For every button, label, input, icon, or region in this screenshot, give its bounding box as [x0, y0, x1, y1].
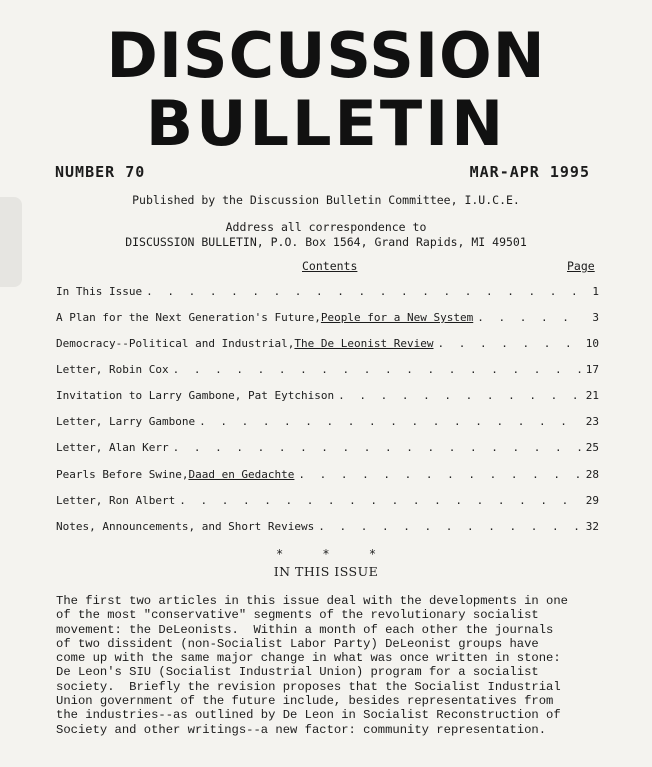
- contents-title: Contents: [302, 259, 358, 273]
- toc-leader: [338, 389, 581, 402]
- toc-title: Pearls Before Swine,: [56, 468, 189, 481]
- toc-title: In This Issue: [56, 285, 143, 298]
- page-column-header: Page: [567, 259, 595, 273]
- toc-leader: [298, 468, 581, 481]
- toc-item[interactable]: [56, 494, 599, 507]
- toc-item[interactable]: [56, 441, 599, 454]
- toc-page: 28: [585, 468, 599, 481]
- toc-leader: [438, 337, 582, 350]
- toc-item[interactable]: [56, 389, 599, 402]
- toc-item[interactable]: [56, 285, 599, 298]
- toc-title: Letter, Ron Albert: [56, 494, 176, 507]
- issue-date: MAR-APR 1995: [469, 163, 590, 181]
- masthead-bulletin: BULLETIN: [145, 87, 507, 160]
- toc-title: Democracy--Political and Industrial,: [56, 337, 295, 350]
- address-line-2: DISCUSSION BULLETIN, P.O. Box 1564, Grand Rapids, MI 49501: [125, 235, 527, 249]
- toc-leader: [173, 363, 581, 376]
- toc-leader: [146, 285, 581, 298]
- toc-page: 10: [585, 337, 599, 350]
- section-separator: * * *: [275, 547, 377, 561]
- toc-title: A Plan for the Next Generation's Future,: [56, 311, 321, 324]
- section-body: The first two articles in this issue deal with the developments in one of the most "conservative" segments of the revolutionary socialist movement: the DeLeonists. Within a month of each other the journals of two dissident (non-Socialist Labor Party) DeLeonist groups have come up with the same major change in what was once written in stone: De Leon's SIU (Socialist Industrial Union) program for a socialist society. Briefly the revision proposes that the Socialist Industrial Union government of the future include, besides representatives from the industries--as outlined by De Leon in Socialist Reconstruction of Society and other writings--a new factor: community representation.: [56, 594, 568, 737]
- toc-source: Daad en Gedachte: [188, 468, 295, 481]
- toc-page: 3: [592, 311, 599, 324]
- toc-item[interactable]: [56, 468, 599, 481]
- toc-page: 25: [585, 441, 599, 454]
- toc-title: Letter, Alan Kerr: [56, 441, 169, 454]
- toc-title: Notes, Announcements, and Short Reviews: [56, 520, 315, 533]
- toc-page: 23: [585, 415, 599, 428]
- toc-page: 21: [585, 389, 599, 402]
- toc-leader: [318, 520, 581, 533]
- toc-leader: [199, 415, 581, 428]
- toc-item[interactable]: [56, 520, 599, 533]
- toc-source: The De Leonist Review: [294, 337, 434, 350]
- toc-source: People for a New System: [320, 311, 474, 324]
- toc-title: Letter, Larry Gambone: [56, 415, 196, 428]
- toc-item[interactable]: [56, 363, 599, 376]
- masthead-discussion: DISCUSSION: [106, 19, 546, 92]
- toc-title: Invitation to Larry Gambone, Pat Eytchison: [56, 389, 335, 402]
- publisher-line: Published by the Discussion Bulletin Committee, I.U.C.E.: [132, 193, 520, 207]
- toc-item[interactable]: [56, 337, 599, 350]
- toc-leader: [477, 311, 581, 324]
- toc-item[interactable]: [56, 415, 599, 428]
- toc-page: 32: [585, 520, 599, 533]
- toc-title: Letter, Robin Cox: [56, 363, 169, 376]
- toc-page: 1: [592, 285, 599, 298]
- issue-number: NUMBER 70: [55, 163, 146, 181]
- toc-page: 29: [585, 494, 599, 507]
- toc-page: 17: [585, 363, 599, 376]
- toc-leader: [179, 494, 581, 507]
- toc-item[interactable]: [56, 311, 599, 324]
- section-title: IN THIS ISSUE: [273, 564, 379, 579]
- address-line-1: Address all correspondence to: [225, 220, 427, 234]
- toc-leader: [173, 441, 581, 454]
